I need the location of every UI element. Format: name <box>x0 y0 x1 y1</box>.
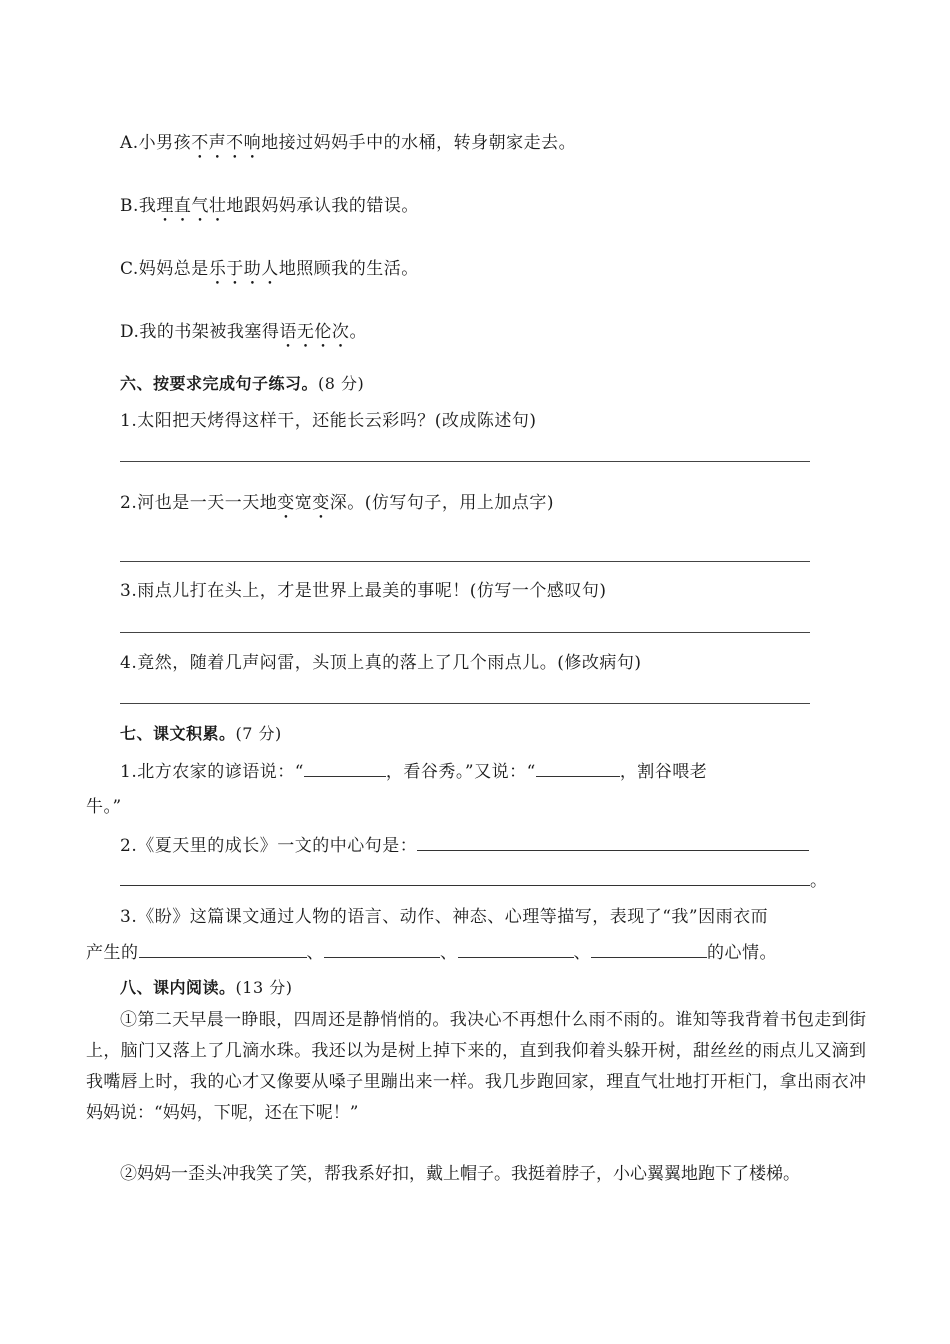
option-b-suffix: 地跟妈妈承认我的错误。 <box>226 196 419 216</box>
q2-middle: 宽 <box>294 493 313 513</box>
section-7-question-2-cont <box>120 866 828 891</box>
fill-blank[interactable] <box>458 939 574 958</box>
answer-line[interactable] <box>120 561 810 562</box>
fill-blank[interactable] <box>139 939 307 958</box>
q2-suffix: 深。(仿写句子，用上加点字) <box>329 493 554 513</box>
section-7-question-3-cont <box>86 938 777 963</box>
section-6-points: (8 分) <box>318 374 365 393</box>
section-7-question-1-cont: 牛。” <box>86 797 122 817</box>
section-7-question-1 <box>120 757 707 782</box>
option-d-prefix: D.我的书架被我塞得 <box>120 322 280 342</box>
section-7-question-2 <box>120 831 809 856</box>
q7-1-part-b: ，看谷秀。”又说：“ <box>385 762 536 782</box>
section-6-question-1: 1.太阳把天烤得这样干，还能长云彩吗？(改成陈述句) <box>120 411 537 431</box>
fill-blank[interactable] <box>536 758 620 777</box>
fill-blank[interactable] <box>304 758 386 777</box>
option-b-prefix: B.我 <box>120 196 157 216</box>
option-d <box>120 317 367 352</box>
option-b-emphasis: 理直气壮 <box>156 196 227 216</box>
fill-blank[interactable] <box>324 939 440 958</box>
section-6-heading <box>120 371 364 394</box>
q7-2-label: 2.《夏天里的成长》一文的中心句是： <box>120 836 418 856</box>
reading-paragraph-2: ②妈妈一歪头冲我笑了笑，帮我系好扣，戴上帽子。我挺着脖子，小心翼翼地跑下了楼梯。 <box>120 1164 800 1184</box>
section-7-points: (7 分) <box>235 724 282 743</box>
option-d-suffix: 。 <box>349 322 367 342</box>
option-c-prefix: C.妈妈总是 <box>120 259 209 279</box>
section-6-question-4: 4.竟然，随着几声闷雷，头顶上真的落上了几个雨点儿。(修改病句) <box>120 653 642 673</box>
option-a-emphasis: 不声不响 <box>191 133 262 153</box>
q7-3-sep: 、 <box>573 943 591 963</box>
option-c <box>120 254 419 289</box>
q7-3-sep: 、 <box>306 943 324 963</box>
q7-1-part-a: 1.北方农家的谚语说：“ <box>120 762 304 782</box>
section-7-heading <box>120 721 282 744</box>
q7-3-part-b: 产生的 <box>86 943 139 963</box>
section-8-points: (13 分) <box>235 978 293 997</box>
section-8-title: 八、课内阅读。 <box>120 978 236 997</box>
fill-blank[interactable] <box>417 832 809 851</box>
q7-3-end: 的心情。 <box>707 943 777 963</box>
answer-line[interactable] <box>120 632 810 633</box>
answer-line[interactable] <box>120 461 810 462</box>
q7-2-end: 。 <box>810 871 828 891</box>
fill-blank[interactable] <box>120 867 810 886</box>
fill-blank[interactable] <box>591 939 707 958</box>
q2-emphasis-2: 变 <box>312 493 330 513</box>
section-6-title: 六、按要求完成句子练习。 <box>120 374 319 393</box>
reading-paragraph-1: ①第二天早晨一睁眼，四周还是静悄悄的。我决心不再想什么雨不雨的。谁知等我背着书包走到街上，脑门又落上了几滴水珠。我还以为是树上掉下来的，直到我仰着头躲开树，甜丝丝的雨点儿又滴到我嘴唇上时，我的心才又像要从嗓子里蹦出来一样。我几步跑回家，理直气壮地打开柜门，拿出雨衣冲妈妈说：“妈妈，下呢，还在下呢！” <box>86 1010 866 1123</box>
section-6-question-2 <box>120 488 554 523</box>
q7-3-sep: 、 <box>440 943 458 963</box>
option-c-suffix: 地照顾我的生活。 <box>278 259 419 279</box>
section-7-question-3: 3.《盼》这篇课文通过人物的语言、动作、神态、心理等描写，表现了“我”因雨衣而 <box>120 907 769 927</box>
section-7-title: 七、课文积累。 <box>120 724 236 743</box>
q2-prefix: 2.河也是一天一天地 <box>120 493 278 513</box>
option-a-prefix: A.小男孩 <box>120 133 192 153</box>
option-d-emphasis: 语无伦次 <box>279 322 350 342</box>
q7-1-part-c: ，割谷喂老 <box>619 762 708 782</box>
option-a-suffix: 地接过妈妈手中的水桶，转身朝家走去。 <box>261 133 577 153</box>
option-a <box>120 128 576 163</box>
q2-emphasis-1: 变 <box>277 493 295 513</box>
answer-line[interactable] <box>120 703 810 704</box>
option-b <box>120 191 419 226</box>
section-6-question-3: 3.雨点儿打在头上，才是世界上最美的事呢！(仿写一个感叹句) <box>120 581 607 601</box>
section-8-heading <box>120 975 292 998</box>
option-c-emphasis: 乐于助人 <box>208 259 279 279</box>
